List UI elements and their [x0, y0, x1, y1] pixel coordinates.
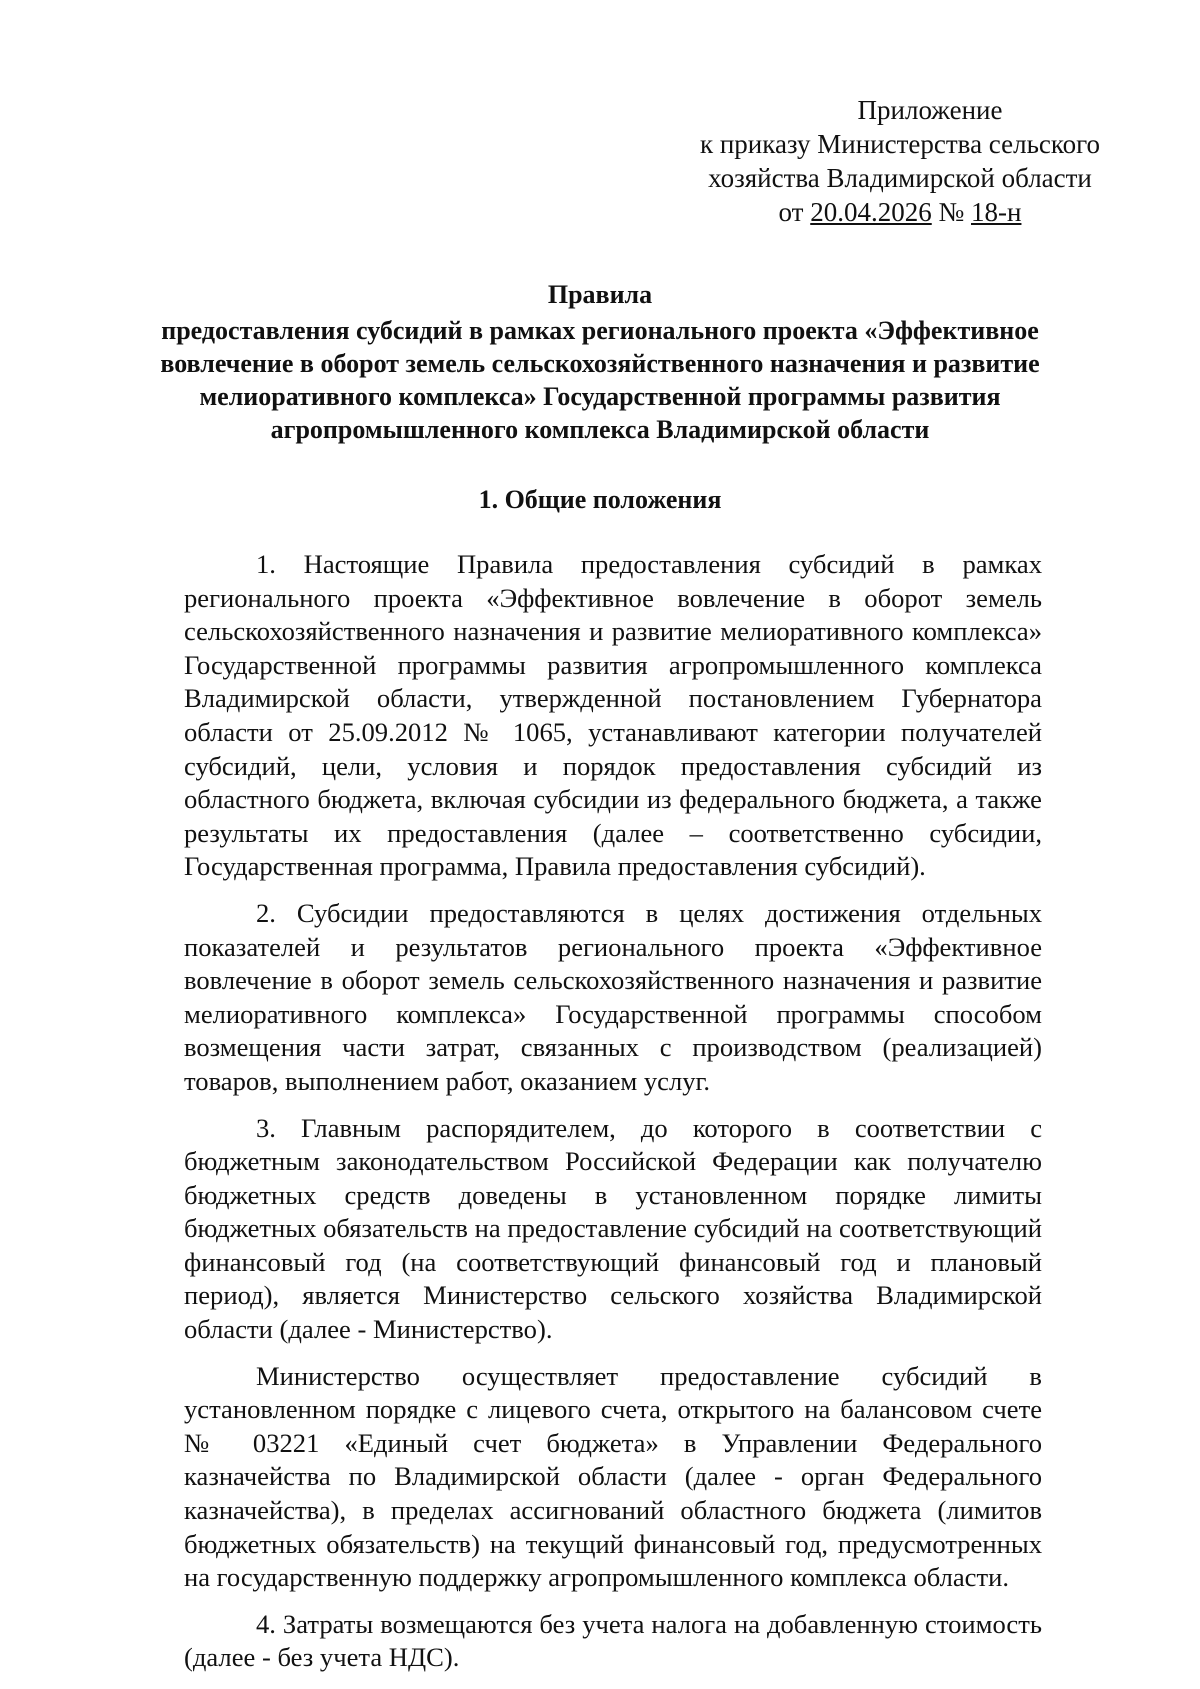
- appendix-number-sign: №: [938, 197, 965, 227]
- appendix-order-ref: к приказу Министерства сельского: [699, 129, 1101, 159]
- paragraph-3: 3. Главным распорядителем, до которого в соответствии с бюджетным законодательством Российской Федерации как получателю бюджетных средств доведены в установленном порядке лимиты бюджетных обязательств на предоставление субсидий на соответствующий финансовый год (на соответствующий финансовый год и плановый период), является Министерство сельского хозяйства Владимирской области (далее - Министерство).: [184, 1112, 1042, 1345]
- appendix-date-number: [640, 195, 1160, 229]
- appendix-date: 20.04.2026: [810, 197, 932, 227]
- body-text: [184, 548, 1042, 1675]
- paragraph-2: 2. Субсидии предоставляются в целях достижения отдельных показателей и результатов регионального проекта «Эффективное вовлечение в оборот земель сельскохозяйственного назначения и развитие мелиоративного комплекса» Государственной программы способом возмещения части затрат, связанных с производством (реализацией) товаров, выполнением работ, оказанием услуг.: [184, 897, 1042, 1096]
- title-subtitle: предоставления субсидий в рамках регионального проекта «Эффективное вовлечение в оборот земель сельскохозяйственного назначения и развитие мелиоративного комплекса» Государственной программы развития агропромышленного комплекса Владимирской области: [160, 316, 1040, 444]
- appendix-label: Приложение: [857, 95, 1003, 125]
- paragraph-4: 4. Затраты возмещаются без учета налога на добавленную стоимость (далее - без учета НДС).: [184, 1608, 1042, 1673]
- appendix-number: 18-н: [971, 197, 1022, 227]
- section-heading: 1. Общие положения: [478, 485, 722, 514]
- document-title: [160, 278, 1040, 446]
- paragraph-3-continuation: Министерство осуществляет предоставление субсидий в установленном порядке с лицевого счета, открытого на балансовом счете № 03221 «Единый счет бюджета» в Управлении Федерального казначейства по Владимирской области (далее - орган Федерального казначейства), в пределах ассигнований областного бюджета (лимитов бюджетных обязательств) на текущий финансовый год, предусмотренных на государственную поддержку агропромышленного комплекса области.: [184, 1360, 1042, 1593]
- paragraph-1: 1. Настоящие Правила предоставления субсидий в рамках регионального проекта «Эффективное вовлечение в оборот земель сельскохозяйственного назначения и развитие мелиоративного комплекса» Государственной программы развития агропромышленного комплекса Владимирской области, утвержденной постановлением Губернатора области от 25.09.2012 № 1065, устанавливают категории получателей субсидий, цели, условия и порядок предоставления субсидий из областного бюджета, включая субсидии из федерального бюджета, а также результаты их предоставления (далее – соответственно субсидии, Государственная программа, Правила предоставления субсидий).: [184, 549, 1042, 882]
- title-main: Правила: [547, 280, 653, 309]
- appendix-header: [640, 93, 1160, 229]
- appendix-ministry: хозяйства Владимирской области: [708, 163, 1092, 193]
- appendix-date-prefix: от: [778, 197, 804, 227]
